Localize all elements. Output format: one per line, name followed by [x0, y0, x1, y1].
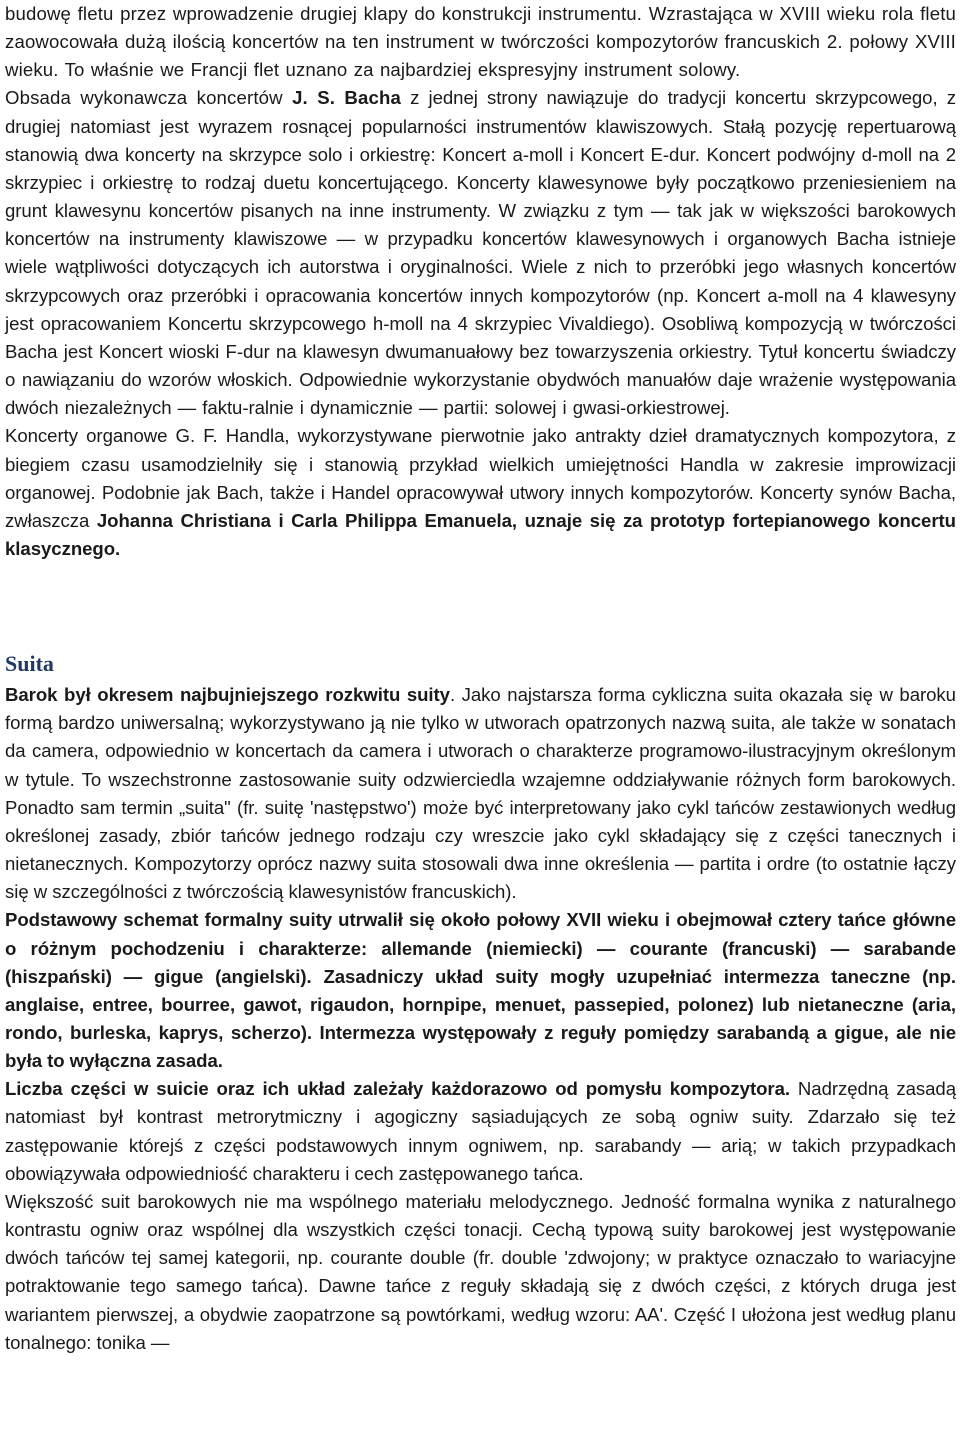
- section-spacer: [5, 563, 956, 649]
- suita-paragraph-1: [5, 681, 956, 906]
- suita-p1-bold: Barok był okresem najbujniejszego rozkwitu suity: [5, 684, 450, 706]
- handel-text: Koncerty organowe G. F. Handla, wykorzystywane pierwotnie jako antrakty dzieł dramatycznych kompozytora, z biegiem czasu usamodzielniły się i stanowią przykład wielkich umiejętności Handla w zakresie improwizacji organowej. Podobnie jak Bach, także i Handel opracowywał utwory innych kompozytorów. Koncerty synów Bacha, zwłaszcza: [5, 425, 956, 531]
- flute-paragraph: [5, 0, 956, 84]
- suita-paragraph-2: [5, 906, 956, 1075]
- suita-p1-text: . Jako najstarsza forma cykliczna suita okazała się w baroku formą bardzo uniwersalną; wykorzystywano ją nie tylko w utworach opatrzonych nazwą suita, ale także w sonatach da camera, odpowiednio w koncertach da camera i utworach o charakterze programowo-ilustracyjnym określonym w tytule. To wszechstronne zastosowanie suity odzwierciedla wzajemne oddziaływanie różnych form barokowych. Ponadto sam termin „suita" (fr. suitę 'następstwo') może być interpretowany jako cykl tańców zestawionych według określonej zasady, zbiór tańców jednego rodzaju czy wreszcie jako cykl składający się z części tanecznych i nietanecznych. Kompozytorzy oprócz nazwy suita stosowali dwa inne określenia — partita i ordre (to ostatnie łączy się w szczególności z twórczością klawesynistów francuskich).: [5, 684, 956, 903]
- suita-paragraph-3: [5, 1075, 956, 1188]
- suita-p2-bold: Podstawowy schemat formalny suity utrwalił się około połowy XVII wieku i obejmował cztery tańce główne o różnym pochodzeniu i charakterze: allemande (niemiecki) — courante (francuski) — sarabande (hiszpański) — gigue (angielski). Zasadniczy układ suity mogły uzupełniać intermezza taneczne (np. anglaise, entree, bourree, gawot, rigaudon, hornpipe, menuet, passepied, polonez) lub nietaneczne (aria, rondo, burleska, kaprys, scherzo). Intermezza występowały z reguły pomiędzy sarabandą a gigue, ale nie była to wyłączna zasada.: [5, 909, 956, 1072]
- section-heading-suita: Suita: [5, 651, 54, 677]
- bach-paragraph: [5, 84, 956, 422]
- suita-p4-text: Większość suit barokowych nie ma wspólnego materiału melodycznego. Jedność formalna wynika z naturalnego kontrastu ogniw oraz wspólnej dla wszystkich części tonacji. Cechą typową suity barokowej jest występowanie dwóch tańców tej samej kategorii, np. courante double (fr. double 'zdwojony; w praktyce oznaczało to wariacyjne potraktowanie tego samego tańca). Dawne tańce z reguły składają się z dwóch części, z których druga jest wariantem pierwszej, a obydwie zaopatrzone są powtórkami, według wzoru: AA'. Część I ułożona jest według planu tonalnego: tonika —: [5, 1190, 956, 1353]
- flute-text: budowę fletu przez wprowadzenie drugiej klapy do konstrukcji instrumentu. Wzrastająca w XVIII wieku rola fletu zaowocowała dużą ilością koncertów na ten instrument w twórczości kompozytorów francuskich 2. połowy XVIII wieku. To właśnie we Francji flet uznano za najbardziej ekspresyjny instrument solowy.: [5, 3, 956, 81]
- handel-paragraph: [5, 422, 956, 563]
- document-page: [5, 0, 956, 1357]
- bach-name: J. S. Bacha: [292, 87, 401, 109]
- suita-p3-bold: Liczba części w suicie oraz ich układ zależały każdorazowo od pomysłu kompozytora.: [5, 1078, 791, 1100]
- suita-p3-text: Nadrzędną zasadą natomiast był kontrast metrorytmiczny i agogiczny sąsiadujących ze sobą ogniw suity. Zdarzało się też zastępowanie którejś z części podstawowych innym ogniwem, np. sarabandy — arią; w takich przypadkach obowiązywała odpowiedniość charakteru i cech zastępowanego tańca.: [5, 1078, 956, 1184]
- suita-paragraph-4: [5, 1188, 956, 1357]
- bach-text: z jednej strony nawiązuje do tradycji koncertu skrzypcowego, z drugiej natomiast jest wyrazem rosnącej popularności instrumentów klawiszowych. Stałą pozycję repertuarową stanowią dwa koncerty na skrzypce solo i orkiestrę: Koncert a-moll i Koncert E-dur. Koncert podwójny d-moll na 2 skrzypiec i orkiestrę to rodzaj duetu koncertującego. Koncerty klawesynowe były początkowo przeniesieniem na grunt klawesynu koncertów pisanych na inne instrumenty. W związku z tym — tak jak w większości barokowych koncertów na instrumenty klawiszowe — w przypadku koncertów klawesynowych i organowych Bacha istnieje wiele wątpliwości dotyczących ich autorstwa i oryginalności. Wiele z nich to przeróbki jego własnych koncertów skrzypcowych oraz przeróbki i opracowania koncertów innych kompozytorów (np. Koncert a-moll na 4 klawesyny jest opracowaniem Koncertu skrzypcowego h-moll na 4 skrzypiec Vivaldiego). Osobliwą kompozycją w twórczości Bacha jest Koncert wioski F-dur na klawesyn dwumanuałowy bez towarzyszenia orkiestry. Tytuł koncertu świadczy o nawiązaniu do wzorów włoskich. Odpowiednie wykorzystanie obydwóch manuałów daje wrażenie występowania dwóch niezależnych — faktu-ralnie i dynamicznie — partii: solowej i gwasi-orkiestrowej.: [5, 87, 956, 419]
- bach-intro: Obsada wykonawcza koncertów: [5, 87, 293, 109]
- handel-bold-text: Johanna Christiana i Carla Philippa Emanuela, uznaje się za prototyp fortepianowego koncertu klasycznego.: [5, 509, 956, 559]
